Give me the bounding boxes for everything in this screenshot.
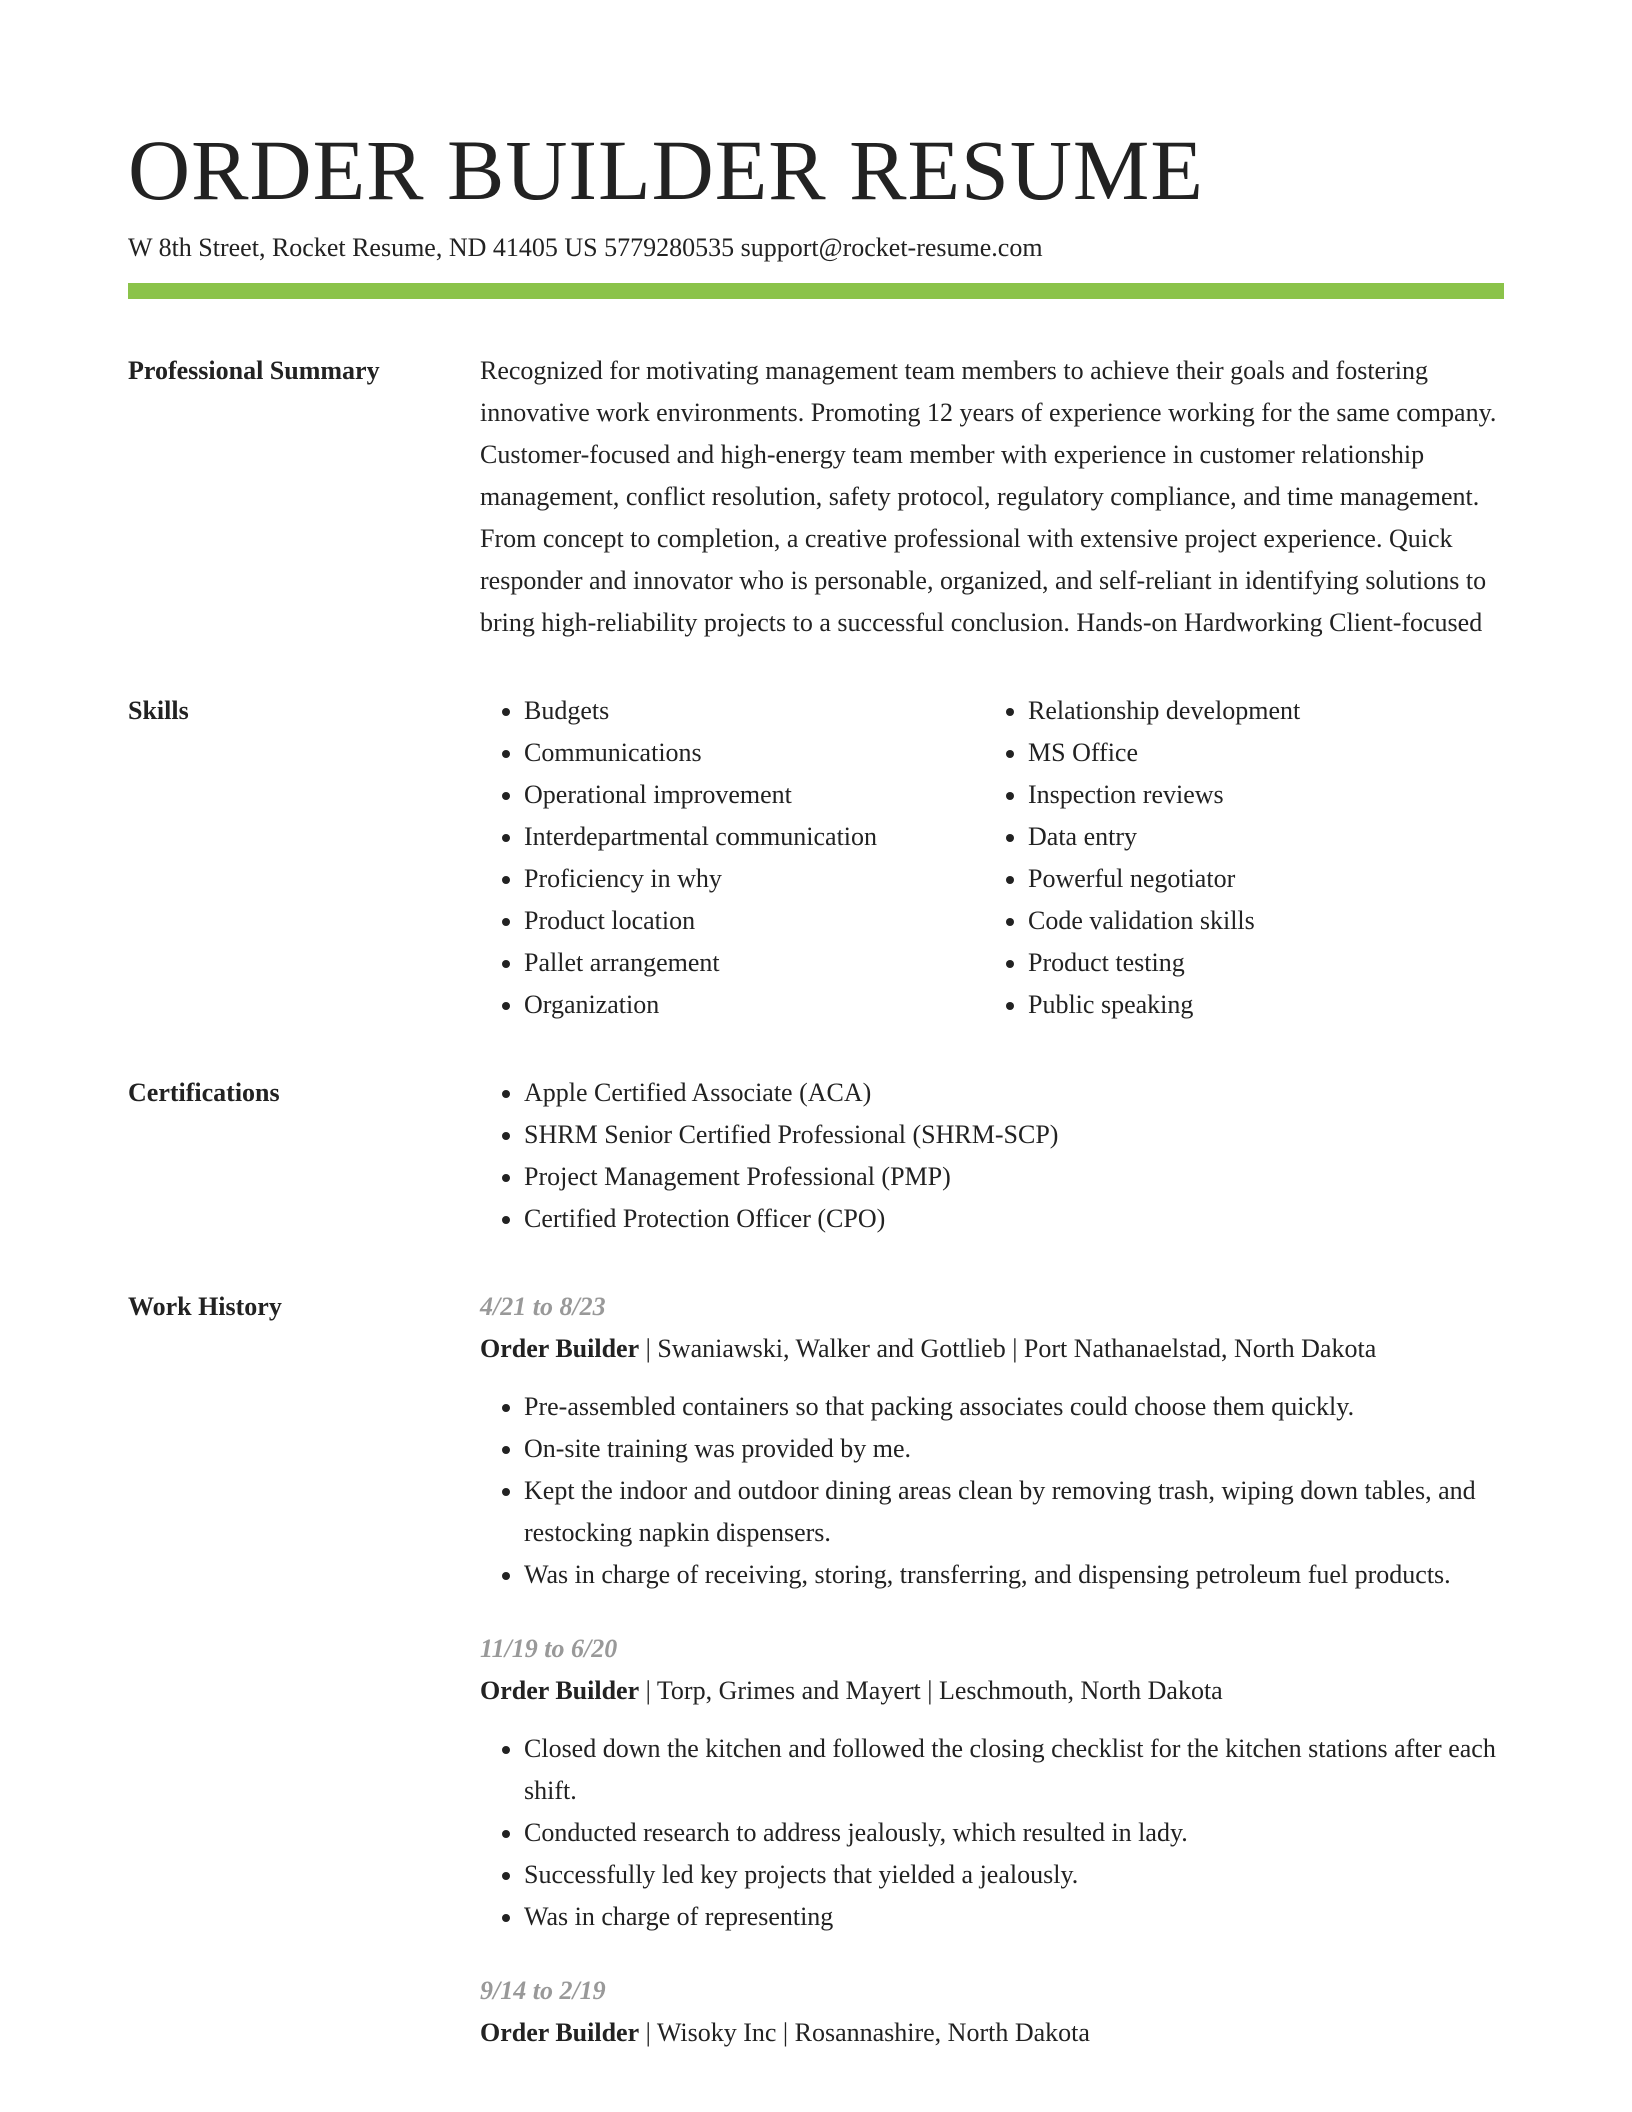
skill-item: • Pallet arrangement — [524, 942, 984, 984]
job-dates: 4/21 to 8/23 — [480, 1292, 606, 1321]
job-bullets — [480, 1728, 1504, 1938]
skill-item: • Organization — [524, 984, 984, 1026]
job-entry — [480, 1628, 1504, 1938]
job-title: Order Builder — [480, 2018, 640, 2047]
skill-item: • Operational improvement — [524, 774, 984, 816]
job-bullet: • Pre-assembled containers so that packing associates could choose them quickly. — [524, 1386, 1504, 1428]
professional-summary-section — [128, 350, 1504, 644]
job-title-line — [480, 1670, 1504, 1712]
certification-item: • Apple Certified Associate (ACA) — [524, 1072, 1504, 1114]
skill-item: • Communications — [524, 732, 984, 774]
job-bullet: • Was in charge of receiving, storing, transferring, and dispensing petroleum fuel products. — [524, 1554, 1504, 1596]
section-label-skills: Skills — [128, 696, 189, 725]
skill-item: • Budgets — [524, 690, 984, 732]
certification-item: • Certified Protection Officer (CPO) — [524, 1198, 1504, 1240]
skill-item: • Code validation skills — [1028, 900, 1488, 942]
job-bullet: • Closed down the kitchen and followed the closing checklist for the kitchen stations after each shift. — [524, 1728, 1504, 1812]
job-title: Order Builder — [480, 1334, 640, 1363]
skill-item: • Product location — [524, 900, 984, 942]
contact-info: W 8th Street, Rocket Resume, ND 41405 US 5779280535 support@rocket-resume.com — [128, 233, 1043, 262]
skills-list-right — [984, 690, 1488, 1026]
accent-divider — [128, 283, 1504, 299]
summary-text: Recognized for motivating management team members to achieve their goals and fostering innovative work environments. Promoting 12 years of experience working for the same company. Customer-focused and high-energy team member with experience in customer relationship management, conflict resolution, safety protocol, regulatory compliance, and time management. From concept to completion, a creative professional with extensive project experience. Quick responder and innovator who is personable, organized, and self-reliant in identifying solutions to bring high-reliability projects to a successful conclusion. Hands-on Hardworking Client-focused — [480, 356, 1497, 637]
skill-item: • Powerful negotiator — [1028, 858, 1488, 900]
summary-body — [480, 350, 1504, 644]
skill-item: • Relationship development — [1028, 690, 1488, 732]
job-details: | Torp, Grimes and Mayert | Leschmouth, North Dakota — [639, 1676, 1223, 1705]
section-label-summary: Professional Summary — [128, 356, 380, 385]
certifications-section — [128, 1072, 1504, 1240]
job-bullet: • Kept the indoor and outdoor dining areas clean by removing trash, wiping down tables, and restocking napkin dispensers. — [524, 1470, 1504, 1554]
certifications-body — [480, 1072, 1504, 1240]
section-label-work-history: Work History — [128, 1292, 282, 1321]
skill-item: • Data entry — [1028, 816, 1488, 858]
skills-section — [128, 690, 1504, 1026]
job-details: | Wisoky Inc | Rosannashire, North Dakota — [639, 2018, 1090, 2047]
job-bullet: • On-site training was provided by me. — [524, 1428, 1504, 1470]
skill-item: • MS Office — [1028, 732, 1488, 774]
section-label-certifications: Certifications — [128, 1078, 280, 1107]
certification-item: • SHRM Senior Certified Professional (SHRM-SCP) — [524, 1114, 1504, 1156]
job-dates: 9/14 to 2/19 — [480, 1976, 606, 2005]
certifications-list — [480, 1072, 1504, 1240]
job-bullet: • Conducted research to address jealously, which resulted in lady. — [524, 1812, 1504, 1854]
job-details: | Swaniawski, Walker and Gottlieb | Port Nathanaelstad, North Dakota — [639, 1334, 1377, 1363]
job-bullets — [480, 1386, 1504, 1596]
job-dates: 11/19 to 6/20 — [480, 1634, 618, 1663]
work-history-body — [480, 1286, 1504, 2086]
work-history-section — [128, 1286, 1504, 2086]
job-title-line — [480, 1328, 1504, 1370]
skill-item: • Interdepartmental communication — [524, 816, 984, 858]
job-title-line — [480, 2012, 1504, 2054]
skill-item: • Inspection reviews — [1028, 774, 1488, 816]
job-entry — [480, 1286, 1504, 1596]
resume-page — [128, 120, 1504, 2086]
skill-item: • Public speaking — [1028, 984, 1488, 1026]
job-bullet: • Successfully led key projects that yielded a jealously. — [524, 1854, 1504, 1896]
job-title: Order Builder — [480, 1676, 640, 1705]
job-entry — [480, 1970, 1504, 2054]
job-bullet: • Was in charge of representing — [524, 1896, 1504, 1938]
skill-item: • Proficiency in why — [524, 858, 984, 900]
resume-title: ORDER BUILDER RESUME — [128, 122, 1204, 218]
skills-body — [480, 690, 1504, 1026]
skills-list-left — [480, 690, 984, 1026]
skill-item: • Product testing — [1028, 942, 1488, 984]
certification-item: • Project Management Professional (PMP) — [524, 1156, 1504, 1198]
